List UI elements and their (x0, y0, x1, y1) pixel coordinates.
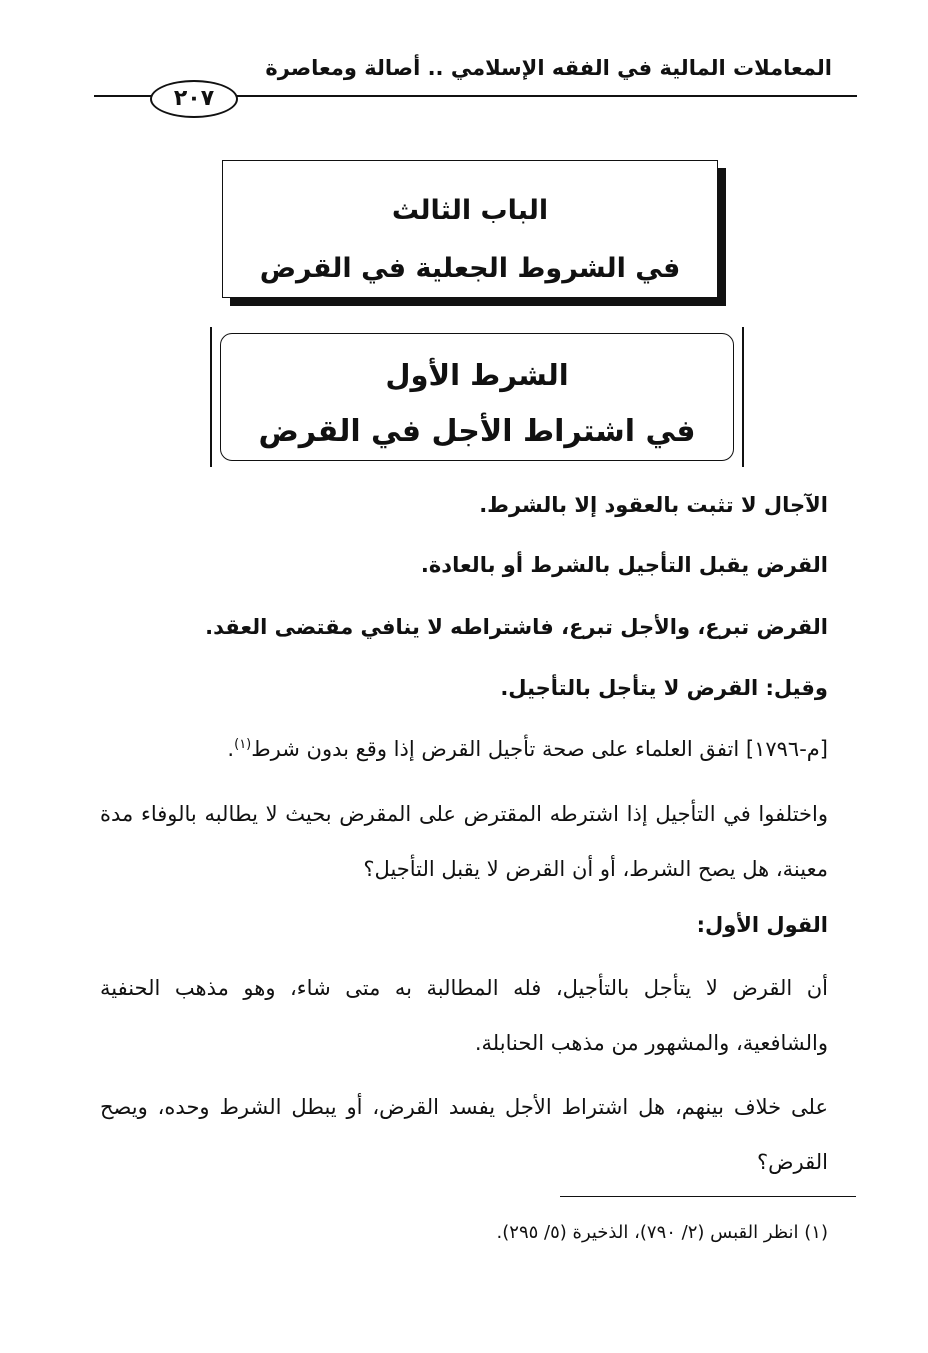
body-paragraph-first-opinion: أن القرض لا يتأجل بالتأجيل، فله المطالبة به متى شاء، وهو مذهب الحنفية والشافعية، والمشهور من مذهب الحنابلة. (100, 976, 828, 1055)
rule-paragraph-1: الآجال لا تثبت بالعقود إلا بالشرط. (479, 493, 828, 517)
page-number-badge: ٢٠٧ (150, 80, 238, 118)
opinion-heading: القول الأول: (696, 913, 828, 937)
rule-paragraph-2: القرض يقبل التأجيل بالشرط أو بالعادة. (420, 553, 828, 577)
footnote-ref: (١) (234, 737, 252, 752)
section-heading-frame (220, 333, 734, 461)
chapter-title: الباب الثالث (391, 195, 549, 226)
section-title: الشرط الأول (385, 358, 569, 392)
body-paragraph-consensus (227, 734, 828, 764)
footnote-divider (560, 1196, 856, 1197)
chapter-subtitle: في الشروط الجعلية في القرض (259, 253, 681, 284)
section-heading-box (210, 327, 744, 467)
chapter-heading-box (222, 160, 718, 298)
footnote-text: (١) انظر القبس (٢/ ٧٩٠)، الذخيرة (٥/ ٢٩٥). (496, 1222, 828, 1243)
consensus-end: . (227, 737, 235, 761)
book-title: المعاملات المالية في الفقه الإسلامي .. أصالة ومعاصرة (265, 56, 832, 80)
body-paragraph-dispute: واختلفوا في التأجيل إذا اشترطه المقترض على المقرض بحيث لا يطالبه بالوفاء مدة معينة، هل يصح الشرط، أو أن القرض لا يقبل التأجيل؟ (100, 802, 828, 881)
section-subtitle: في اشتراط الأجل في القرض (258, 414, 696, 449)
rule-paragraph-3: القرض تبرع، والأجل تبرع، فاشتراطه لا ينافي مقتضى العقد. (205, 615, 828, 639)
consensus-text: [م-١٧٩٦] اتفق العلماء على صحة تأجيل القرض إذا وقع بدون شرط (251, 737, 828, 761)
rule-paragraph-4: وقيل: القرض لا يتأجل بالتأجيل. (500, 676, 828, 700)
body-paragraph-disagreement: على خلاف بينهم، هل اشتراط الأجل يفسد القرض، أو يبطل الشرط وحده، ويصح القرض؟ (100, 1095, 828, 1174)
